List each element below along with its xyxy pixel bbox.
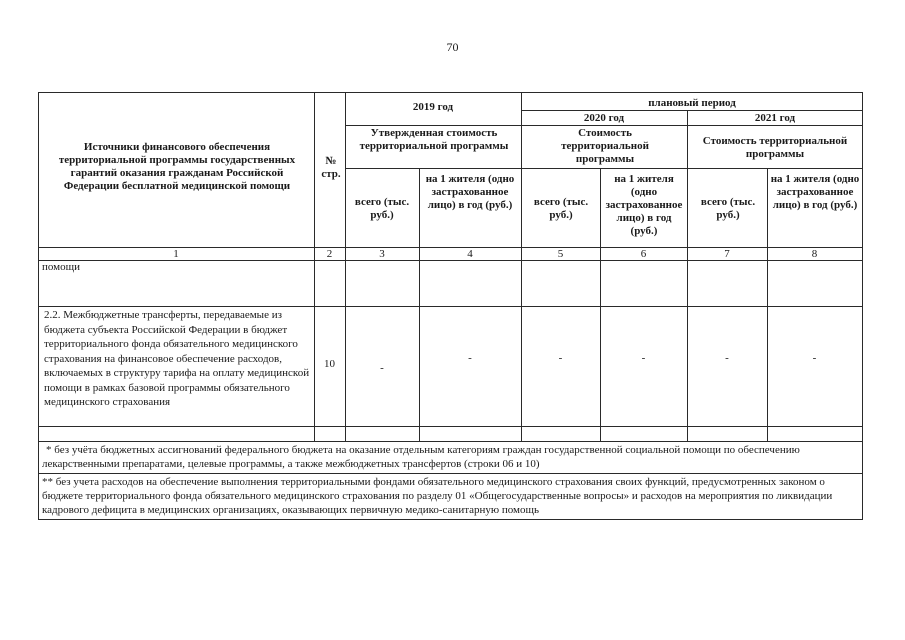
col-line-7: [767, 168, 768, 441]
header-approved-cost: Утвержденная стоимость территориальной программы: [359, 127, 509, 152]
rule-planned-period: [521, 110, 863, 111]
rule-subheader: [345, 168, 863, 169]
rule-row1-bottom: [38, 306, 863, 307]
header-year-2019: 2019 год: [412, 101, 454, 113]
table-border-right: [862, 92, 863, 520]
rule-year-row: [345, 125, 863, 126]
column-number: 4: [467, 248, 473, 260]
table-border-top: [38, 92, 863, 93]
header-per-insured-2021: на 1 жителя (одно застрахованное лицо) в год (руб.): [770, 173, 860, 211]
table-border-bottom: [38, 519, 863, 520]
column-number: 1: [173, 248, 179, 260]
row-value: -: [558, 352, 563, 364]
header-total-2019: всего (тыс. руб.): [354, 196, 410, 221]
header-total-2021: всего (тыс. руб.): [700, 196, 756, 221]
col-line-6: [687, 110, 688, 441]
row-value: -: [641, 352, 646, 364]
row-label: 2.2. Межбюджетные трансферты, передаваемые из бюджета субъекта Российской Федерации в бюджет территориального фонда обязательного медицинского страхования на финансовое обеспечение расходов, включаемых в структуру тарифа на оплату медицинской помощи в рамках базовой программы обязательного медицинского страхования: [44, 309, 310, 408]
row-value: -: [468, 352, 472, 364]
row-label: помощи: [42, 261, 80, 273]
header-year-2020: 2020 год: [583, 112, 625, 124]
page-number: 70: [446, 40, 459, 54]
column-number: 5: [557, 248, 564, 260]
header-total-2020: всего (тыс. руб.): [533, 196, 589, 221]
header-planned-period: плановый период: [648, 97, 736, 109]
column-number: 7: [724, 248, 730, 260]
col-line-4: [521, 92, 522, 441]
header-line-no: № стр.: [321, 155, 341, 180]
footnote-1: * без учёта бюджетных ассигнований федерального бюджета на оказание отдельным категориям граждан государственной социальной помощи по обеспечению лекарственными препаратами, целевые программы, а также межбюджетных трансфертов (строки 06 и 10): [42, 444, 800, 470]
header-cost-2020: Стоимость территориальной программы: [561, 127, 649, 165]
column-number: 8: [811, 248, 818, 260]
col-line-1: [314, 92, 315, 441]
header-cost-2021: Стоимость территориальной программы: [702, 135, 848, 160]
col-line-3: [419, 168, 420, 441]
rule-row2-bottom: [38, 426, 863, 427]
row-value: -: [380, 362, 384, 374]
row-value: -: [812, 352, 817, 364]
header-per-insured-2020: на 1 жителя (одно застрахованное лицо) в год (руб.): [605, 173, 683, 237]
column-number: 3: [379, 248, 385, 260]
table-border-left: [38, 92, 39, 520]
rule-note1-bottom: [38, 473, 863, 474]
header-year-2021: 2021 год: [754, 112, 796, 124]
row-value: -: [725, 352, 729, 364]
column-number: 2: [326, 248, 333, 260]
col-line-5: [600, 168, 601, 441]
row-line-number: 10: [324, 358, 335, 370]
header-per-insured-2019: на 1 жителя (одно застрахованное лицо) в год (руб.): [425, 173, 515, 211]
column-number: 6: [640, 248, 647, 260]
col-line-2: [345, 92, 346, 441]
footnote-2: ** без учета расходов на обеспечение выполнения территориальными фондами обязательного медицинского страхования своих функций, предусмотренных законом о бюджете территориального фонда обязательного медицинского страхования по разделу 01 «Общегосударственные вопросы» и расходов на мероприятия по ликвидации кадрового дефицита в медицинских организациях, оказывающих первичную медико-санитарную помощь: [42, 476, 833, 516]
header-sources: Источники финансового обеспечения территориальной программы государственных гарантий оказания гражданам Российской Федерации бесплатной медицинской помощи: [58, 141, 296, 192]
rule-empty-row-bottom: [38, 441, 863, 442]
